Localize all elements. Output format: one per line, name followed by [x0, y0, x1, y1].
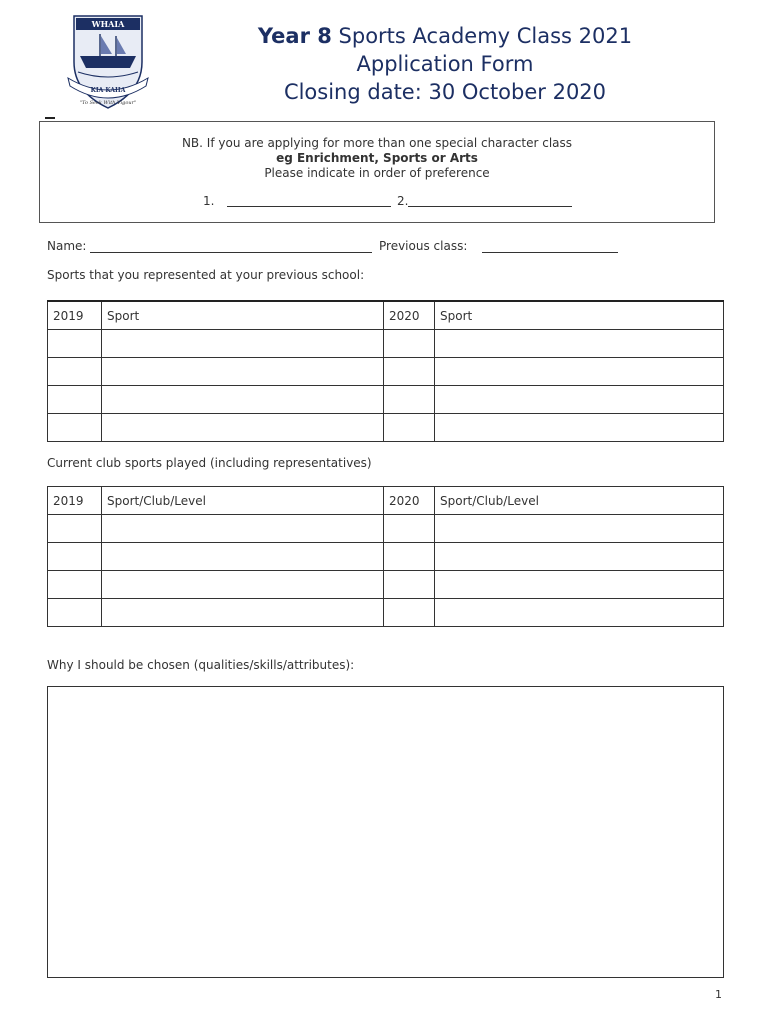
table-row [48, 358, 724, 386]
table-cell[interactable] [384, 414, 435, 442]
header-2020: 2020 [384, 487, 435, 515]
table-row [48, 571, 724, 599]
title-year: Year 8 [257, 24, 332, 48]
preference-2-field[interactable] [408, 206, 572, 207]
table-cell[interactable] [384, 571, 435, 599]
why-chosen-heading: Why I should be chosen (qualities/skills/attributes): [47, 658, 355, 672]
header-2020: 2020 [384, 301, 435, 330]
table-cell[interactable] [102, 330, 384, 358]
closing-date: Closing date: 30 October 2020 [283, 80, 607, 104]
table-row [48, 599, 724, 627]
table-cell[interactable] [48, 414, 102, 442]
table-cell[interactable] [435, 543, 724, 571]
table-row [48, 515, 724, 543]
table-cell[interactable] [102, 414, 384, 442]
preference-1-field[interactable] [227, 206, 391, 207]
header-sport-club-level: Sport/Club/Level [435, 487, 724, 515]
school-sports-table [47, 300, 724, 442]
name-field[interactable] [90, 252, 372, 253]
preference-1-label: 1. [203, 194, 215, 208]
table-row [48, 386, 724, 414]
table-cell[interactable] [102, 599, 384, 627]
table-cell[interactable] [384, 386, 435, 414]
table-cell[interactable] [102, 543, 384, 571]
previous-class-label: Previous class: [379, 239, 468, 253]
table-cell[interactable] [48, 330, 102, 358]
divider-mark [45, 117, 55, 119]
notice-line-1: NB. If you are applying for more than one special character class [181, 136, 573, 150]
header-2019: 2019 [48, 301, 102, 330]
table-cell[interactable] [435, 571, 724, 599]
header-sport: Sport [435, 301, 724, 330]
table-cell[interactable] [435, 414, 724, 442]
table-cell[interactable] [435, 358, 724, 386]
table-header-row [48, 301, 724, 330]
table-cell[interactable] [102, 386, 384, 414]
table-cell[interactable] [435, 330, 724, 358]
table-cell[interactable] [384, 515, 435, 543]
table-cell[interactable] [48, 515, 102, 543]
notice-line-3: Please indicate in order of preference [264, 166, 490, 180]
table-cell[interactable] [384, 599, 435, 627]
svg-text:KIA KAHA: KIA KAHA [90, 87, 126, 94]
table-cell[interactable] [102, 571, 384, 599]
school-motto: "To Seek With Vigour" [79, 100, 137, 106]
table-cell[interactable] [102, 515, 384, 543]
previous-class-field[interactable] [482, 252, 618, 253]
title-class: Sports Academy Class 2021 [331, 24, 633, 48]
table-header-row [48, 487, 724, 515]
table-cell[interactable] [384, 330, 435, 358]
table-row [48, 414, 724, 442]
form-subtitle: Application Form [356, 52, 534, 76]
table-row [48, 330, 724, 358]
header-sport: Sport [102, 301, 384, 330]
table-cell[interactable] [48, 571, 102, 599]
table-cell[interactable] [384, 543, 435, 571]
name-label: Name: [47, 239, 87, 253]
table-cell[interactable] [48, 386, 102, 414]
club-sports-table [47, 486, 724, 627]
header-sport-club-level: Sport/Club/Level [102, 487, 384, 515]
table-cell[interactable] [48, 599, 102, 627]
preference-2-label: 2. [397, 194, 409, 208]
table-cell[interactable] [102, 358, 384, 386]
table-cell[interactable] [384, 358, 435, 386]
school-sports-heading: Sports that you represented at your previous school: [47, 268, 365, 282]
table-cell[interactable] [48, 543, 102, 571]
table-row [48, 543, 724, 571]
table-cell[interactable] [435, 386, 724, 414]
page-title [160, 22, 730, 50]
svg-text:WHAIA: WHAIA [91, 19, 125, 29]
page-number: 1 [715, 988, 722, 1001]
table-cell[interactable] [435, 515, 724, 543]
table-cell[interactable] [435, 599, 724, 627]
why-chosen-textarea[interactable] [47, 686, 724, 978]
table-cell[interactable] [48, 358, 102, 386]
notice-line-2: eg Enrichment, Sports or Arts [276, 151, 478, 165]
header-2019: 2019 [48, 487, 102, 515]
club-sports-heading: Current club sports played (including representatives) [47, 456, 372, 470]
